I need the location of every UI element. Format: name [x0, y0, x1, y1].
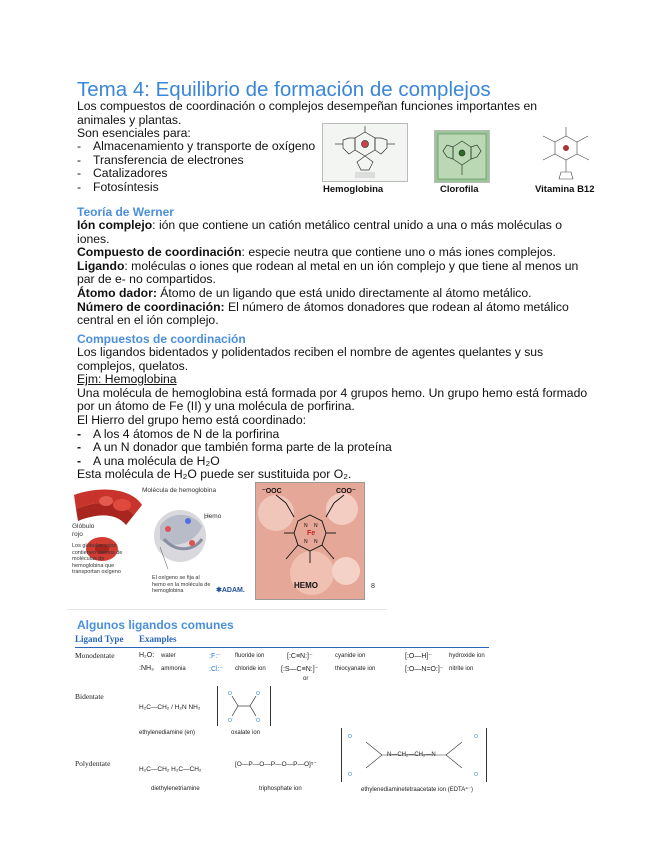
page-number: 8 — [371, 583, 375, 590]
example-link: Ejm: Hemoglobina — [77, 372, 177, 387]
definition-text: central en el ión complejo. — [77, 313, 219, 328]
ligand-formula: H₂C—CH₂ H₂C—CH₂ — [139, 766, 202, 773]
ligand-formula: [:S—C≡N:]⁻ — [281, 666, 319, 673]
definition-text: : ión que contiene un catión metálico central unido a una o más moléculas o — [152, 218, 563, 232]
hemoglobin-image — [322, 123, 408, 182]
paragraph-line: Esta molécula de H₂O puede ser sustituida por O₂. — [77, 467, 352, 482]
term: Compuesto de coordinación — [77, 245, 242, 260]
definition-text: : especie neutra que contiene uno o más iones complejos. — [241, 245, 556, 260]
list-item-text: Transferencia de electrones — [93, 152, 244, 167]
paragraph-line: Los ligandos bidentados y polidentados reciben el nombre de agentes quelantes y sus — [77, 345, 544, 359]
list-item: - A los 4 átomos de N de la porfirina — [77, 426, 280, 441]
hemo-label: Hemo — [204, 513, 222, 520]
molecula-label: Molécula de hemoglobina — [142, 487, 217, 494]
svg-text:N: N — [304, 539, 308, 545]
svg-text:O: O — [228, 691, 232, 697]
list-item: - A un N donador que también forma parte de la proteína — [77, 440, 392, 455]
compuestos-body — [77, 346, 597, 482]
ligand-formula: :F:⁻ — [209, 653, 221, 660]
werner-heading: Teoría de Werner — [77, 205, 174, 219]
oxalate-bracket — [217, 686, 271, 726]
ligand-name: chloride ion — [235, 666, 266, 672]
vitamin-b12-caption: Vitamina B12 — [535, 184, 595, 195]
definition-text: : moléculas o iones que rodean al metal en un ión complejo y que tiene al menos un — [124, 258, 579, 273]
svg-text:O: O — [256, 691, 260, 697]
type-monodentate: Monodentate — [75, 651, 115, 660]
list-item-text: Catalizadores — [93, 166, 168, 181]
ligand-name: water — [161, 653, 176, 659]
uses-list — [77, 140, 315, 194]
ligand-formula: [:O—H]⁻ — [405, 653, 433, 660]
ligand-name: cyanide ion — [335, 653, 366, 659]
ligand-formula: N—CH₂—CH₂—N — [387, 752, 436, 758]
oxalate-structure-icon — [218, 686, 270, 726]
ligand-formula: [O—P—O—P—O—P—O]⁵⁻ — [235, 761, 317, 768]
ligand-formula: [:C≡N:]⁻ — [287, 653, 313, 660]
term: Número de coordinación: — [77, 299, 225, 314]
list-item: - A una molécula de H₂O — [77, 453, 220, 468]
fe-label: Fe — [307, 530, 316, 537]
svg-text:O: O — [474, 772, 478, 778]
werner-definitions — [77, 219, 577, 328]
ligand-formula: H₂O: — [139, 652, 155, 659]
hemoglobin-caption: Hemoglobina — [323, 184, 384, 195]
vitamin-b12-image — [533, 122, 599, 182]
header-rule — [75, 647, 489, 648]
intro-line-1: Los compuestos de coordinación o complejos desempeñan funciones importantes en — [77, 99, 538, 113]
paragraph-line: complejos, quelatos. — [77, 358, 189, 373]
ligands-table — [75, 634, 489, 794]
chlorophyll-structure-icon — [435, 131, 489, 182]
list-item: - Fotosíntesis — [77, 179, 159, 194]
ligand-formula: [:O—N=O:]⁻ — [405, 666, 444, 673]
list-item: - Almacenamiento y transporte de oxígeno — [77, 139, 316, 153]
list-item-text: A los 4 átomos de N de la porfirina — [93, 426, 280, 441]
paragraph-line: por un átomo de Fe (II) y una molécula de porfirina. — [77, 399, 355, 414]
definition-text: par de e- no compartidos. — [77, 272, 216, 287]
intro-line-2: animales y plantas. — [77, 112, 182, 127]
ligand-name: nitrite ion — [449, 666, 474, 672]
ooc-left-label: ⁻OOC — [262, 488, 282, 495]
col-ligand-type: Ligand Type — [75, 634, 124, 644]
list-item-text: A una molécula de H₂O — [93, 453, 220, 468]
svg-text:N: N — [314, 523, 318, 529]
chlorophyll-image — [434, 130, 490, 183]
ligand-name: thiocyanate ion — [335, 666, 376, 672]
type-bidentate: Bidentate — [75, 692, 104, 701]
ligand-name: ethylenediaminetetraacetate ion (EDTA⁴⁻) — [361, 787, 474, 793]
ligand-name: hydroxide ion — [449, 653, 485, 659]
list-item-text: Fotosíntesis — [93, 179, 159, 194]
svg-text:O: O — [228, 718, 232, 724]
term: Átomo dador: — [77, 285, 157, 300]
ligand-formula: H₂C—CH₂ / H₂N NH₂ — [139, 704, 201, 711]
list-item: - Transferencia de electrones — [77, 152, 244, 167]
numero-coordinacion-definition — [77, 301, 577, 315]
hemo-structure-figure — [255, 482, 365, 600]
globulo-label: Glóbulo rojo — [72, 523, 95, 538]
list-item: - Catalizadores — [77, 166, 168, 181]
ion-complejo-definition — [77, 219, 577, 233]
ligand-name: ethylenediamine (en) — [139, 730, 196, 736]
coo-right-label: COO⁻ — [336, 488, 356, 495]
paragraph-line: Una molécula de hemoglobina está formada por 4 grupos hemo. Un grupo hemo está formado — [77, 385, 588, 400]
definition-text: Átomo de un ligando que está unido directamente al átomo metálico. — [156, 285, 532, 300]
ligandos-heading: Algunos ligandos comunes — [77, 618, 234, 632]
svg-text:O: O — [256, 718, 260, 724]
intro-line-3: Son esenciales para: — [77, 126, 191, 141]
chlorophyll-caption: Clorofila — [440, 184, 479, 195]
ligand-name: fluoride ion — [235, 653, 265, 659]
hemoglobin-structure-icon — [323, 124, 407, 181]
atomo-dador-definition — [77, 287, 577, 301]
col-examples: Examples — [139, 634, 177, 644]
list-item-text: A un N donador que también forma parte de la proteína — [93, 440, 392, 455]
paragraph-line: El Hierro del grupo hemo está coordinado: — [77, 412, 306, 427]
ligando-definition — [77, 260, 577, 274]
vitamin-b12-structure-icon — [533, 122, 599, 182]
ligand-formula: :NH₃ — [139, 665, 154, 672]
page-title: Tema 4: Equilibrio de formación de complejos — [77, 78, 491, 101]
hemo-figure-label: HEMO — [294, 581, 318, 590]
ligand-name: diethylenetriamine — [151, 786, 200, 792]
svg-text:O: O — [474, 734, 478, 740]
svg-text:O: O — [348, 734, 352, 740]
term: Ligando — [77, 258, 125, 273]
svg-text:N: N — [304, 523, 308, 529]
hemoglobin-illustration — [72, 481, 252, 596]
compuestos-heading: Compuestos de coordinación — [77, 332, 246, 346]
list-item-text: Almacenamiento y transporte de oxígeno — [93, 139, 316, 153]
globulos-text: Los glóbulos rojos contienen cientos de moléculas de hemoglobina que transportan oxígeno — [72, 543, 123, 575]
ligand-name: triphosphate ion — [259, 786, 302, 792]
separator — [67, 609, 387, 610]
adam-logo: ✱ADAM. — [216, 587, 245, 594]
svg-text:O: O — [348, 772, 352, 778]
ligand-name: oxalate ion — [231, 730, 261, 736]
compuesto-definition — [77, 246, 577, 260]
term: Ión complejo — [77, 218, 153, 232]
svg-text:N: N — [314, 539, 318, 545]
type-polydentate: Polydentate — [75, 759, 111, 768]
ligand-name: ammonia — [161, 666, 186, 672]
or-label: or — [303, 676, 309, 682]
definition-text: iones. — [77, 231, 110, 246]
ligand-formula: :Cl:⁻ — [209, 666, 224, 673]
definition-text: El número de átomos donadores que rodean al átomo metálico — [224, 299, 569, 314]
oxigeno-text: El oxígeno se fija al hemo en la molécula de hemoglobina — [152, 575, 211, 594]
